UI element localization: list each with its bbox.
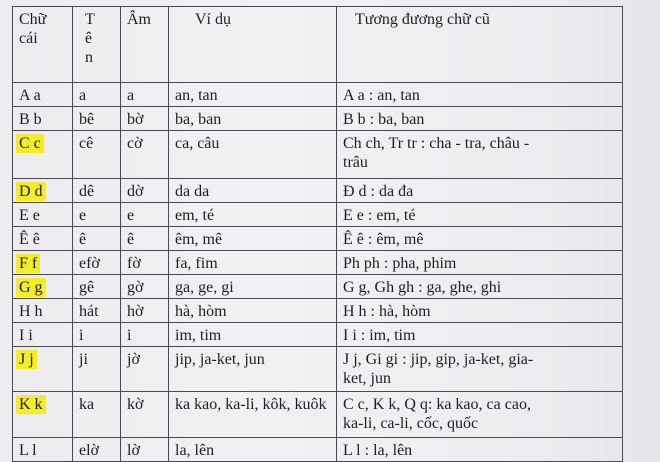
table-row	[13, 299, 623, 323]
cell-letter	[13, 83, 73, 107]
header-name-line: T	[85, 11, 95, 28]
cell-old-equivalent	[337, 392, 623, 438]
cell-letter	[13, 107, 73, 131]
cell-name-text: gê	[79, 279, 95, 296]
header-name-line: n	[85, 49, 93, 66]
cell-old-equivalent	[337, 179, 623, 203]
cell-sound	[121, 275, 169, 299]
cell-letter-text: Ê ê	[19, 231, 40, 248]
old-equivalent-line: J j, Gi gi : jip, gip, ja-ket, gia-	[343, 351, 534, 368]
table-row	[13, 179, 623, 203]
cell-sound	[121, 299, 169, 323]
old-equivalent-line: I i : im, tim	[343, 327, 416, 344]
cell-letter	[13, 203, 73, 227]
cell-old-equivalent	[337, 275, 623, 299]
cell-name-text: dê	[79, 183, 95, 200]
cell-name	[73, 179, 121, 203]
table-row	[13, 392, 623, 438]
cell-letter	[13, 347, 73, 392]
cell-example-text: an, tan	[175, 87, 218, 104]
cell-sound	[121, 347, 169, 392]
cell-example	[169, 392, 337, 438]
table-row	[13, 323, 623, 347]
cell-sound-text: jờ	[127, 351, 140, 368]
cell-old-equivalent	[337, 299, 623, 323]
header-example-label: Ví dụ	[195, 11, 231, 28]
cell-example	[169, 131, 337, 179]
cell-name-text: e	[79, 207, 87, 224]
cell-sound-text: gờ	[127, 279, 144, 296]
cell-letter-text: H h	[19, 303, 43, 320]
cell-example-text: la, lên	[175, 442, 215, 459]
cell-name-text: efờ	[79, 255, 100, 272]
cell-name-text: a	[79, 87, 87, 104]
cell-example-text: da da	[175, 183, 210, 200]
highlighted-letter: F f	[19, 255, 38, 272]
cell-example	[169, 203, 337, 227]
cell-sound-text: lờ	[127, 442, 140, 459]
cell-sound-text: bờ	[127, 111, 144, 128]
table-row	[13, 275, 623, 299]
cell-sound	[121, 251, 169, 275]
table-row	[13, 347, 623, 392]
cell-example	[169, 323, 337, 347]
old-equivalent-line: Ê ê : êm, mê	[343, 231, 424, 248]
cell-sound-text: i	[127, 327, 132, 344]
cell-name	[73, 227, 121, 251]
old-equivalent-line: ket, jun	[343, 370, 391, 387]
cell-example-text: hà, hòm	[175, 303, 227, 320]
table-row	[13, 251, 623, 275]
cell-letter	[13, 227, 73, 251]
cell-example	[169, 227, 337, 251]
old-equivalent-line: H h : hà, hòm	[343, 303, 431, 320]
cell-name	[73, 347, 121, 392]
cell-example-text: êm, mê	[175, 231, 223, 248]
cell-sound-text: kờ	[127, 396, 144, 413]
cell-old-equivalent	[337, 323, 623, 347]
cell-name	[73, 131, 121, 179]
cell-example-text: ga, ge, gi	[175, 279, 234, 296]
cell-example	[169, 83, 337, 107]
cell-name	[73, 251, 121, 275]
old-equivalent-line: E e : em, té	[343, 207, 416, 224]
cell-example	[169, 251, 337, 275]
old-equivalent-line: Đ d : da đa	[343, 183, 414, 200]
cell-letter-text: I i	[19, 327, 33, 344]
cell-example	[169, 438, 337, 462]
old-equivalent-line: Ph ph : pha, phim	[343, 255, 457, 272]
cell-letter-text: B b	[19, 111, 42, 128]
cell-sound-text: a	[127, 87, 135, 104]
cell-name-text: i	[79, 327, 84, 344]
cell-sound-text: e	[127, 207, 135, 224]
cell-letter	[13, 299, 73, 323]
cell-letter-text: A a	[19, 87, 41, 104]
cell-name-text: cê	[79, 135, 94, 152]
highlighted-letter: K k	[19, 396, 43, 413]
old-equivalent-line: G g, Gh gh : ga, ghe, ghi	[343, 279, 502, 296]
cell-sound	[121, 323, 169, 347]
old-equivalent-line: L l : la, lên	[343, 442, 413, 459]
cell-sound	[121, 392, 169, 438]
cell-sound-text: fờ	[127, 255, 141, 272]
cell-letter-text: E e	[19, 207, 40, 224]
cell-example-text: im, tim	[175, 327, 222, 344]
cell-sound	[121, 83, 169, 107]
cell-name	[73, 83, 121, 107]
highlighted-letter: D d	[19, 183, 43, 200]
cell-name-text: ê	[79, 231, 87, 248]
cell-old-equivalent	[337, 251, 623, 275]
cell-sound	[121, 438, 169, 462]
alphabet-table	[12, 6, 623, 462]
header-name	[73, 7, 121, 83]
header-row	[13, 7, 623, 83]
cell-letter	[13, 131, 73, 179]
table-row	[13, 203, 623, 227]
cell-letter	[13, 392, 73, 438]
cell-sound	[121, 227, 169, 251]
header-letter	[13, 7, 73, 83]
cell-example-text: em, té	[175, 207, 215, 224]
cell-name	[73, 438, 121, 462]
cell-letter	[13, 323, 73, 347]
cell-letter	[13, 179, 73, 203]
table-row	[13, 83, 623, 107]
cell-letter	[13, 438, 73, 462]
table-row	[13, 107, 623, 131]
highlighted-letter: G g	[19, 279, 43, 296]
cell-name-text: ji	[79, 351, 88, 368]
cell-example	[169, 275, 337, 299]
old-equivalent-line: trâu	[343, 154, 368, 171]
cell-letter-text: L l	[19, 442, 37, 459]
cell-name-text: elờ	[79, 442, 100, 459]
cell-name	[73, 107, 121, 131]
cell-name	[73, 275, 121, 299]
header-letter-line: cái	[19, 30, 38, 47]
cell-sound	[121, 203, 169, 227]
cell-sound-text: hờ	[127, 303, 144, 320]
header-old-label: Tương đương chữ cũ	[355, 11, 490, 28]
header-sound	[121, 7, 169, 83]
cell-name	[73, 203, 121, 227]
cell-letter	[13, 251, 73, 275]
header-name-line: ê	[85, 30, 93, 47]
old-equivalent-line: ka-li, ca-li, cốc, quốc	[343, 415, 479, 432]
cell-name	[73, 392, 121, 438]
header-letter-line: Chữ	[19, 11, 47, 28]
cell-sound	[121, 131, 169, 179]
cell-name	[73, 323, 121, 347]
cell-old-equivalent	[337, 131, 623, 179]
old-equivalent-line: A a : an, tan	[343, 87, 420, 104]
cell-old-equivalent	[337, 107, 623, 131]
old-equivalent-line: Ch ch, Tr tr : cha - tra, châu -	[343, 135, 530, 152]
cell-example-text: jip, ja-ket, jun	[175, 351, 265, 368]
old-equivalent-line: B b : ba, ban	[343, 111, 425, 128]
table-row	[13, 131, 623, 179]
highlighted-letter: J j	[19, 351, 34, 368]
cell-name-text: hát	[79, 303, 99, 320]
cell-example	[169, 179, 337, 203]
cell-example-text: ba, ban	[175, 111, 222, 128]
cell-sound-text: ê	[127, 231, 135, 248]
cell-old-equivalent	[337, 203, 623, 227]
header-sound-label: Âm	[127, 11, 151, 28]
cell-example-text: ca, câu	[175, 135, 220, 152]
old-equivalent-line: C c, K k, Q q: ka kao, ca cao,	[343, 396, 531, 413]
cell-name	[73, 299, 121, 323]
cell-old-equivalent	[337, 438, 623, 462]
cell-old-equivalent	[337, 227, 623, 251]
cell-sound-text: dờ	[127, 183, 144, 200]
cell-sound	[121, 179, 169, 203]
table-row	[13, 438, 623, 462]
header-example	[169, 7, 337, 83]
cell-name-text: ka	[79, 396, 95, 413]
cell-sound	[121, 107, 169, 131]
cell-sound-text: cờ	[127, 135, 143, 152]
cell-old-equivalent	[337, 83, 623, 107]
cell-example	[169, 299, 337, 323]
cell-example-text: fa, fim	[175, 255, 218, 272]
table-row	[13, 227, 623, 251]
cell-example	[169, 107, 337, 131]
highlighted-letter: C c	[19, 135, 41, 152]
cell-example	[169, 347, 337, 392]
header-old	[337, 7, 623, 83]
cell-letter	[13, 275, 73, 299]
cell-example-text: ka kao, ka-li, kôk, kuôk	[175, 396, 327, 413]
cell-name-text: bê	[79, 111, 95, 128]
cell-old-equivalent	[337, 347, 623, 392]
